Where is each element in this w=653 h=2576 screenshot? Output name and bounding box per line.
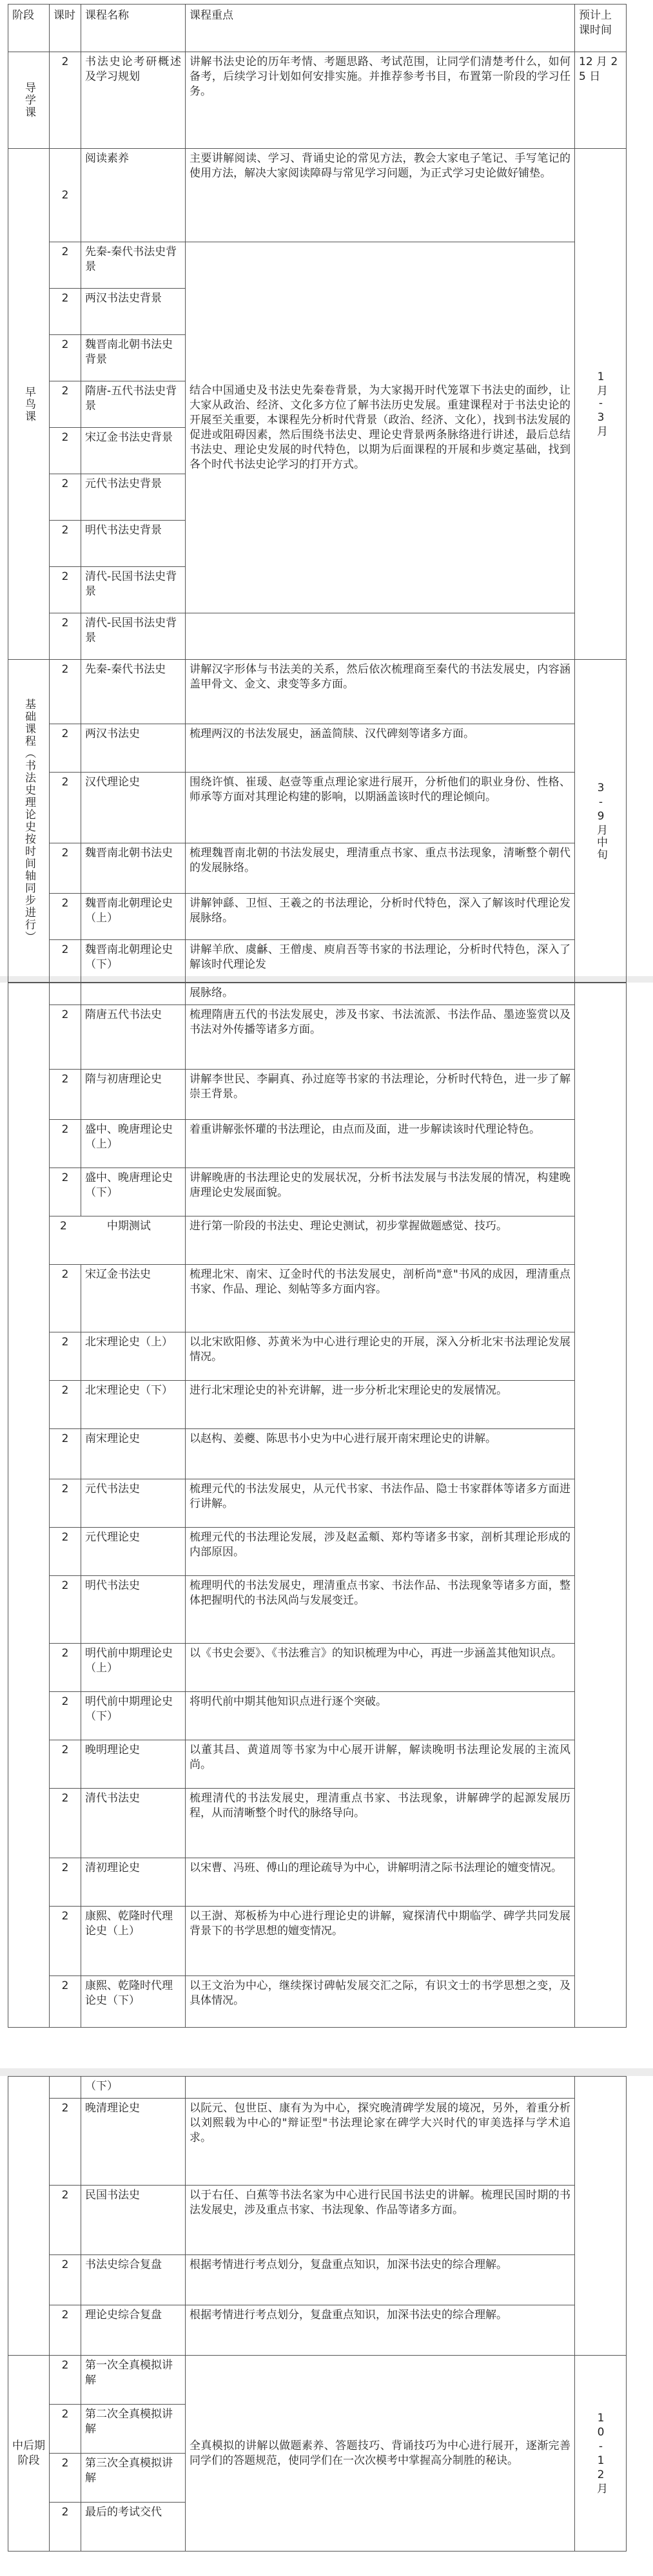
table-row bbox=[8, 2356, 627, 2405]
hours-cell: 2 bbox=[50, 1576, 81, 1644]
course-table-part-2 bbox=[8, 983, 627, 2028]
course-name-cell: 明代前中期理论史（下） bbox=[81, 1692, 186, 1740]
table-row bbox=[8, 1265, 627, 1332]
course-focus-cell: 以王澍、郑板桥为中心进行理论史的讲解，窥探清代中期临学、碑学共同发展背景下的书学思想的嬗变情况。 bbox=[186, 1907, 575, 1976]
course-name-cell: 汉代理论史 bbox=[81, 773, 186, 843]
header-schedule-time: 预计上课时间 bbox=[575, 5, 627, 52]
course-name-cell: 晚清理论史 bbox=[81, 2099, 186, 2186]
page-3 bbox=[0, 2076, 653, 2576]
hours-cell: 2 bbox=[50, 2503, 81, 2552]
course-name-cell: （下） bbox=[81, 2077, 186, 2099]
hours-cell: 2 bbox=[50, 1907, 81, 1976]
hours-cell: 2 bbox=[50, 52, 81, 149]
hours-cell: 2 bbox=[50, 1528, 81, 1576]
table-row bbox=[8, 1907, 627, 1976]
course-name-cell: 元代书法史 bbox=[81, 1479, 186, 1528]
course-name-cell: 第二次全真模拟讲解 bbox=[81, 2405, 186, 2454]
course-focus-cell: 梳理元代的书法发展史，从元代书家、书法作品、隐士书家群体等诸多方面进行讲解。 bbox=[186, 1479, 575, 1528]
page-2 bbox=[0, 983, 653, 2068]
hours-cell: 2 bbox=[50, 1692, 81, 1740]
table-row bbox=[8, 773, 627, 843]
course-focus-cell: 讲解书法史论的历年考情、考题思路、考试范围，让同学们清楚考什么，如何备考，后续学习计划如何安排实施。并推荐参考书目，布置第一阶段的学习任务。 bbox=[186, 52, 575, 149]
course-focus-cell: 围绕许慎、崔瑗、赵壹等重点理论家进行展开，分析他们的职业身份、性格、师承等方面对其理论构建的影响，以期涵盖该时代的理论倾向。 bbox=[186, 773, 575, 843]
hours-cell: 2 bbox=[50, 1005, 81, 1070]
course-focus-cell: 根据考情进行考点划分，复盘重点知识，加深书法史的综合理解。 bbox=[186, 2255, 575, 2305]
table-row bbox=[8, 940, 627, 983]
hours-cell: 2 bbox=[50, 2099, 81, 2186]
schedule-cell-continued bbox=[575, 2077, 627, 2356]
table-row bbox=[8, 149, 627, 242]
course-focus-cell: 以阮元、包世臣、康有为为中心，探究晚清碑学发展的境况，另外，着重分析以刘熙载为中心的"辩证型"书法理论家在碑学大兴时代的审美选择与学术追求。 bbox=[186, 2099, 575, 2186]
header-stage: 阶段 bbox=[8, 5, 50, 52]
table-row bbox=[8, 1740, 627, 1789]
course-name-cell: 两汉书法史背景 bbox=[81, 289, 186, 335]
course-table-part-3 bbox=[8, 2076, 627, 2552]
hours-cell: 2 bbox=[50, 660, 81, 724]
hours-cell: 2 bbox=[50, 1265, 81, 1332]
table-row bbox=[8, 1381, 627, 1429]
course-focus-cell: 进行北宋理论史的补充讲解，进一步分析北宋理论史的发展情况。 bbox=[186, 1381, 575, 1429]
table-row bbox=[8, 52, 627, 149]
course-name-cell: 阅读素养 bbox=[81, 149, 186, 242]
hours-cell: 2 bbox=[50, 1789, 81, 1858]
hours-cell: 2 bbox=[50, 2405, 81, 2454]
course-focus-cell: 以赵构、姜夔、陈思书小史为中心进行展开南宋理论史的讲解。 bbox=[186, 1429, 575, 1479]
course-name-cell: 北宋理论史（下） bbox=[81, 1381, 186, 1429]
hours-cell: 2 bbox=[50, 1168, 81, 1216]
course-name-cell: 清代书法史 bbox=[81, 1789, 186, 1858]
hours-cell: 2 bbox=[50, 521, 81, 567]
table-row bbox=[8, 1120, 627, 1168]
table-row bbox=[8, 1005, 627, 1070]
table-row bbox=[8, 1644, 627, 1692]
course-name-cell: 先秦-秦代书法史背景 bbox=[81, 242, 186, 289]
hours-cell: 2 bbox=[50, 2186, 81, 2255]
schedule-cell-basic bbox=[575, 660, 627, 983]
course-name-cell: 民国书法史 bbox=[81, 2186, 186, 2255]
course-name-cell: 盛中、晚唐理论史（上） bbox=[81, 1120, 186, 1168]
course-name-cell: 先秦-秦代书法史 bbox=[81, 660, 186, 724]
schedule-cell-intro: 12 月 25 日 bbox=[575, 52, 627, 149]
course-focus-cell: 以董其昌、黄道周等书家为中心展开讲解，解读晚明书法理论发展的主流风尚。 bbox=[186, 1740, 575, 1789]
hours-cell: 2 bbox=[50, 940, 81, 983]
course-name-cell: 最后的考试交代 bbox=[81, 2503, 186, 2552]
stage-cell-continued bbox=[8, 2077, 50, 2356]
table-row bbox=[8, 1976, 627, 2028]
table-row bbox=[8, 2305, 627, 2356]
course-name-cell: 盛中、晚唐理论史（下） bbox=[81, 1168, 186, 1216]
hours-cell: 2 bbox=[50, 149, 81, 242]
course-name-cell: 康熙、乾隆时代理论史（下） bbox=[81, 1976, 186, 2028]
course-focus-cell: 梳理北宋、南宋、辽金时代的书法发展史，剖析尚"意"书风的成因，理清重点书家、作品、理论、刻帖等多方面内容。 bbox=[186, 1265, 575, 1332]
hours-cell: 2 bbox=[50, 1070, 81, 1120]
course-name-cell: 明代书法史 bbox=[81, 1576, 186, 1644]
hours-value: 2 bbox=[60, 1220, 67, 1233]
table-row bbox=[8, 894, 627, 940]
table-row bbox=[8, 2099, 627, 2186]
course-name-cell: 南宋理论史 bbox=[81, 1429, 186, 1479]
course-focus-cell: 进行第一阶段的书法史、理论史测试，初步掌握做题感觉、技巧。 bbox=[186, 1216, 575, 1265]
stage-label-early: 早鸟课 bbox=[23, 385, 35, 423]
hours-cell: 2 bbox=[50, 2305, 81, 2356]
course-name-cell: 清代-民国书法史背景 bbox=[81, 567, 186, 613]
course-focus-cell: 梳理两汉的书法发展史，涵盖简牍、汉代碑刻等诸多方面。 bbox=[186, 724, 575, 773]
course-name-cell: 魏晋南北朝书法史背景 bbox=[81, 335, 186, 381]
table-row bbox=[8, 1692, 627, 1740]
midterm-hours-name-cell bbox=[50, 1216, 186, 1265]
course-name-cell: 第三次全真模拟讲解 bbox=[81, 2454, 186, 2503]
course-focus-cell: 讲解羊欣、虞龢、王僧虔、庾肩吾等书家的书法理论，分析时代特色，深入了解该时代理论发 bbox=[186, 940, 575, 983]
course-focus-cell: 根据考情进行考点划分，复盘重点知识，加深书法史的综合理解。 bbox=[186, 2305, 575, 2356]
header-course-name: 课程名称 bbox=[81, 5, 186, 52]
hours-cell-empty bbox=[50, 2077, 81, 2099]
course-focus-cell: 讲解钟繇、卫恒、王羲之的书法理论，分析时代特色，深入了解该时代理论发展脉络。 bbox=[186, 894, 575, 940]
table-row bbox=[8, 1858, 627, 1907]
course-focus-cell: 将明代前中期其他知识点进行逐个突破。 bbox=[186, 1692, 575, 1740]
course-focus-cell: 以《书史会要》、《书法雅言》的知识梳理为中心，再进一步涵盖其他知识点。 bbox=[186, 1644, 575, 1692]
course-focus-cell: 梳理隋唐五代的书法发展史，涉及书家、书法流派、书法作品、墨迹鉴赏以及书法对外传播等诸多方面。 bbox=[186, 1005, 575, 1070]
hours-cell: 2 bbox=[50, 773, 81, 843]
course-name-cell: 两汉书法史 bbox=[81, 724, 186, 773]
hours-cell: 2 bbox=[50, 2356, 81, 2405]
course-focus-cell: 以宋曹、冯班、傅山的理论疏导为中心，讲解明清之际书法理论的嬗变情况。 bbox=[186, 1858, 575, 1907]
hours-cell: 2 bbox=[50, 894, 81, 940]
table-row bbox=[8, 2186, 627, 2255]
hours-cell: 2 bbox=[50, 428, 81, 474]
course-name-cell: 北宋理论史（上） bbox=[81, 1332, 186, 1381]
header-hours: 课时 bbox=[50, 5, 81, 52]
course-focus-cell-late: 全真模拟的讲解以做题素养、答题技巧、背诵技巧为中心进行展开，逐渐完善同学们的答题规范，使同学们在一次次模考中掌握高分制胜的秘诀。 bbox=[186, 2356, 575, 2552]
course-focus-cell-empty bbox=[186, 2077, 575, 2099]
hours-cell: 2 bbox=[50, 1120, 81, 1168]
hours-cell: 2 bbox=[50, 381, 81, 428]
table-row-continued bbox=[8, 2077, 627, 2099]
table-row bbox=[8, 1576, 627, 1644]
table-header-row bbox=[8, 5, 627, 52]
stage-cell-basic bbox=[8, 660, 50, 983]
course-name-cell: 书法史论考研概述及学习规划 bbox=[81, 52, 186, 149]
hours-cell: 2 bbox=[50, 613, 81, 660]
course-table-part-1 bbox=[8, 4, 627, 983]
course-name-cell: 隋唐-五代书法史背景 bbox=[81, 381, 186, 428]
table-row bbox=[8, 724, 627, 773]
hours-cell: 2 bbox=[50, 2454, 81, 2503]
stage-cell-early bbox=[8, 149, 50, 660]
page-1 bbox=[0, 0, 653, 976]
course-name-cell: 魏晋南北朝理论史（下） bbox=[81, 940, 186, 983]
table-row bbox=[8, 1528, 627, 1576]
schedule-cell-continued bbox=[575, 983, 627, 2028]
hours-cell: 2 bbox=[50, 1740, 81, 1789]
stage-label-late: 中后期阶段 bbox=[12, 2439, 45, 2467]
course-name-cell: 明代前中期理论史（上） bbox=[81, 1644, 186, 1692]
stage-label-basic: 基础课程（书法史理论史按时间轴同步进行） bbox=[23, 698, 35, 943]
table-row bbox=[8, 1789, 627, 1858]
course-name-cell-empty bbox=[81, 983, 186, 1005]
course-name-cell: 晚明理论史 bbox=[81, 1740, 186, 1789]
hours-cell: 2 bbox=[50, 2255, 81, 2305]
hours-cell: 2 bbox=[50, 1858, 81, 1907]
hours-cell: 2 bbox=[50, 474, 81, 521]
hours-cell: 2 bbox=[50, 1644, 81, 1692]
table-row bbox=[8, 1216, 627, 1265]
course-focus-cell: 梳理魏晋南北朝的书法发展史，理清重点书家、重点书法现象，清晰整个朝代的发展脉络。 bbox=[186, 843, 575, 894]
schedule-cell-late bbox=[575, 2356, 627, 2552]
course-focus-cell: 以于右任、白蕉等书法名家为中心进行民国书法史的讲解。梳理民国时期的书法发展史，涉及重点书家、书法现象、作品等诸多方面。 bbox=[186, 2186, 575, 2255]
table-row bbox=[8, 242, 627, 289]
table-row-continued bbox=[8, 983, 627, 1005]
course-focus-cell: 以北宋欧阳修、苏黄米为中心进行理论史的开展，深入分析北宋书法理论发展情况。 bbox=[186, 1332, 575, 1381]
stage-label-intro: 导学课 bbox=[23, 82, 35, 119]
course-focus-cell: 讲解汉字形体与书法美的关系，然后依次梳理商至秦代的书法发展史，内容涵盖甲骨文、金文、隶变等多方面。 bbox=[186, 660, 575, 724]
stage-cell-continued bbox=[8, 983, 50, 2028]
hours-cell: 2 bbox=[50, 1332, 81, 1381]
course-name-cell: 宋辽金书法史 bbox=[81, 1265, 186, 1332]
hours-cell: 2 bbox=[50, 843, 81, 894]
course-name-cell: 魏晋南北朝理论史（上） bbox=[81, 894, 186, 940]
course-focus-cell-early: 结合中国通史及书法史先秦卷背景，为大家揭开时代笼罩下书法史的面纱，让大家从政治、经济、文化多方位了解书法历史发展。重建课程对于书法史论的开展至关重要，本课程先分析时代背景（政治、经济、文化），找到书法发展的促进或阻碍因素，然后围绕书法史、理论史背景两条脉络进行讲述，最后总结书法史、理论史发展的时代特色，以期为后面课程的开展和步奠定基础，找到各个时代书法史论学习的打开方式。 bbox=[186, 242, 575, 613]
course-focus-cell: 主要讲解阅读、学习、背诵史论的常见方法，教会大家电子笔记、手写笔记的使用方法，解决大家阅读障碍与常见学习问题，为正式学习史论做好铺垫。 bbox=[186, 149, 575, 242]
table-row bbox=[8, 613, 627, 660]
stage-cell-late bbox=[8, 2356, 50, 2552]
table-row bbox=[8, 2255, 627, 2305]
table-row bbox=[8, 660, 627, 724]
hours-cell: 2 bbox=[50, 1479, 81, 1528]
hours-cell: 2 bbox=[50, 567, 81, 613]
course-name-cell: 隋唐五代书法史 bbox=[81, 1005, 186, 1070]
hours-cell: 2 bbox=[50, 1429, 81, 1479]
course-name-cell: 第一次全真模拟讲解 bbox=[81, 2356, 186, 2405]
stage-cell-intro bbox=[8, 52, 50, 149]
course-focus-cell: 梳理明代的书法发展史，理清重点书家、书法作品、书法现象等诸多方面，整体把握明代的书法风尚与发展变迁。 bbox=[186, 1576, 575, 1644]
hours-cell: 2 bbox=[50, 1976, 81, 2028]
table-row bbox=[8, 843, 627, 894]
hours-cell: 2 bbox=[50, 242, 81, 289]
course-focus-cell: 讲解李世民、李嗣真、孙过庭等书家的书法理论，分析时代特色，进一步了解崇王背景。 bbox=[186, 1070, 575, 1120]
table-row bbox=[8, 1070, 627, 1120]
hours-cell: 2 bbox=[50, 724, 81, 773]
table-row bbox=[8, 1429, 627, 1479]
course-focus-cell: 讲解晚唐的书法理论史的发展状况，分析书法发展与书法发展的情况，构建晚唐理论史发展面貌。 bbox=[186, 1168, 575, 1216]
course-name-cell: 康熙、乾隆时代理论史（上） bbox=[81, 1907, 186, 1976]
schedule-cell-early bbox=[575, 149, 627, 660]
course-name-cell: 清代-民国书法史背景 bbox=[81, 613, 186, 660]
table-row bbox=[8, 1168, 627, 1216]
hours-cell-empty bbox=[50, 983, 81, 1005]
schedule-label-basic: 3-9月中旬 bbox=[594, 781, 607, 861]
schedule-label-early: 1月-3月 bbox=[594, 370, 607, 437]
course-name-cell: 清初理论史 bbox=[81, 1858, 186, 1907]
course-focus-cell: 展脉络。 bbox=[186, 983, 575, 1005]
hours-cell: 2 bbox=[50, 289, 81, 335]
course-focus-cell-empty bbox=[186, 613, 575, 660]
table-row bbox=[8, 1332, 627, 1381]
course-focus-cell: 梳理清代的书法发展史，理清重点书家、书法现象，讲解碑学的起源发展历程，从而清晰整个时代的脉络导向。 bbox=[186, 1789, 575, 1858]
hours-cell: 2 bbox=[50, 1381, 81, 1429]
table-row bbox=[8, 1479, 627, 1528]
schedule-label-late: 10-12月 bbox=[594, 2412, 607, 2495]
course-name-cell: 明代书法史背景 bbox=[81, 521, 186, 567]
course-name-cell: 元代理论史 bbox=[81, 1528, 186, 1576]
course-focus-cell: 梳理元代的书法理论发展，涉及赵孟頫、郑杓等诸多书家，剖析其理论形成的内部原因。 bbox=[186, 1528, 575, 1576]
course-name-cell: 书法史综合复盘 bbox=[81, 2255, 186, 2305]
course-name-cell: 隋与初唐理论史 bbox=[81, 1070, 186, 1120]
course-name-cell: 元代书法史背景 bbox=[81, 474, 186, 521]
course-name-cell: 宋辽金书法史背景 bbox=[81, 428, 186, 474]
course-name-cell: 理论史综合复盘 bbox=[81, 2305, 186, 2356]
header-course-focus: 课程重点 bbox=[186, 5, 575, 52]
course-name-cell: 魏晋南北朝书法史 bbox=[81, 843, 186, 894]
course-name-value: 中期测试 bbox=[106, 1220, 151, 1233]
course-focus-cell: 着重讲解张怀瓘的书法理论，由点而及面，进一步解读该时代理论特色。 bbox=[186, 1120, 575, 1168]
hours-cell: 2 bbox=[50, 335, 81, 381]
course-focus-cell: 以王文治为中心，继续探讨碑帖发展交汇之际，有识文士的书学思想之变，及具体情况。 bbox=[186, 1976, 575, 2028]
